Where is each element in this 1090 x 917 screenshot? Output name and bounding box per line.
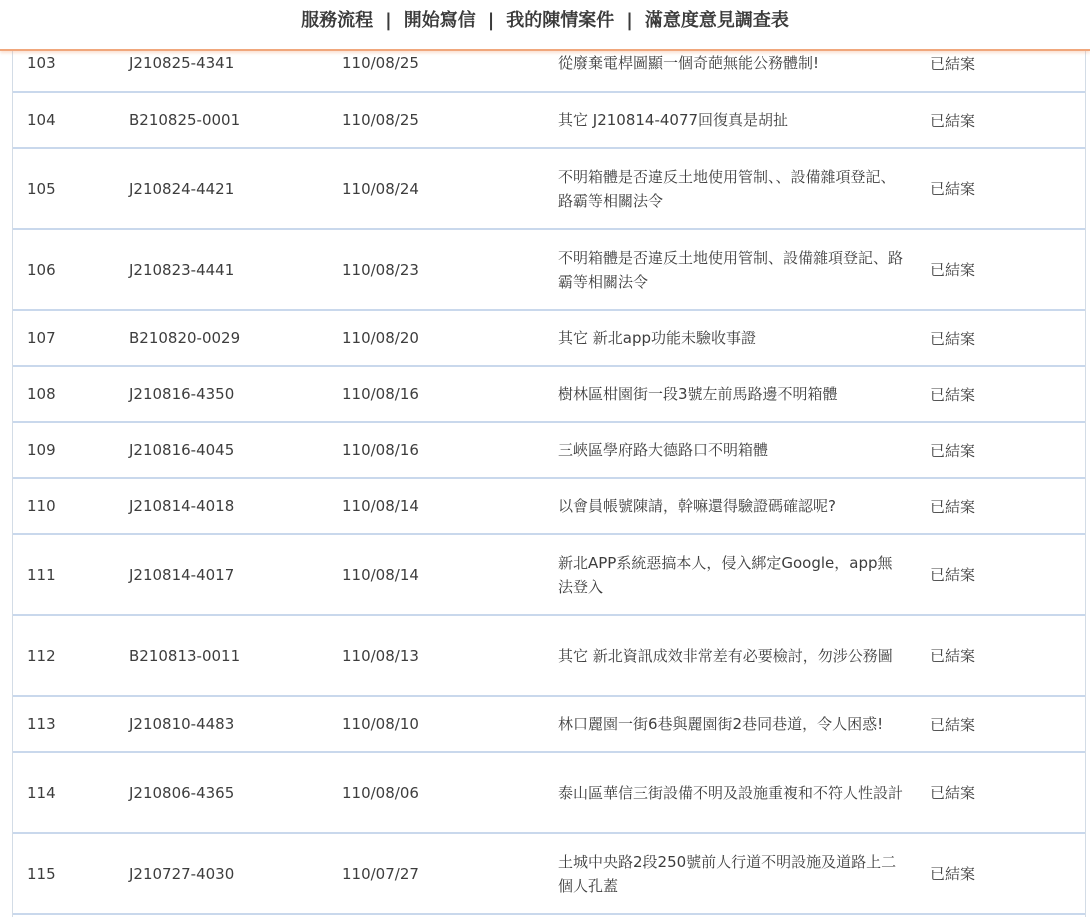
case-date: 110/08/25 bbox=[334, 92, 548, 148]
case-id: B210813-0011 bbox=[121, 615, 334, 696]
case-date: 110/08/10 bbox=[334, 696, 548, 752]
case-title-link[interactable]: 土城中央路2段250號前人行道不明設施及道路上二個人孔蓋 bbox=[548, 833, 924, 914]
case-status: 已結案 bbox=[924, 366, 1085, 422]
case-date: 110/08/23 bbox=[334, 229, 548, 310]
case-status: 已結案 bbox=[924, 148, 1085, 229]
case-date: 110/08/24 bbox=[334, 148, 548, 229]
case-title-link[interactable]: 其它 新北資訊成效非常差有必要檢討，勿涉公務圖 bbox=[548, 615, 924, 696]
case-title-link[interactable]: 泰山區華信三街設備不明及設施重複和不符人性設計 bbox=[548, 752, 924, 833]
case-title-link[interactable]: 其它 J210814-4077回復真是胡扯 bbox=[548, 92, 924, 148]
table-row[interactable] bbox=[13, 310, 1085, 366]
case-number: 105 bbox=[13, 148, 121, 229]
case-status: 已結案 bbox=[924, 310, 1085, 366]
case-id: B210825-0001 bbox=[121, 92, 334, 148]
case-table bbox=[13, 35, 1085, 915]
case-title-link[interactable]: 林口麗園一街6巷與麗園街2巷同巷道，令人困惑! bbox=[548, 696, 924, 752]
case-status: 已結案 bbox=[924, 92, 1085, 148]
case-title-link[interactable]: 三峽區學府路大德路口不明箱體 bbox=[548, 422, 924, 478]
case-status: 已結案 bbox=[924, 229, 1085, 310]
case-number: 114 bbox=[13, 752, 121, 833]
case-title-link[interactable]: 新北APP系統惡搞本人，侵入綁定Google，app無法登入 bbox=[548, 534, 924, 615]
case-status: 已結案 bbox=[924, 422, 1085, 478]
table-row[interactable] bbox=[13, 422, 1085, 478]
case-status: 已結案 bbox=[924, 35, 1085, 92]
case-id: J210814-4018 bbox=[121, 478, 334, 534]
case-title-link[interactable]: 不明箱體是否違反土地使用管制、、設備雜項登記、路霸等相關法令 bbox=[548, 148, 924, 229]
case-date: 110/08/13 bbox=[334, 615, 548, 696]
case-date: 110/08/16 bbox=[334, 366, 548, 422]
case-status: 已結案 bbox=[924, 833, 1085, 914]
case-id: J210825-4341 bbox=[121, 35, 334, 92]
case-number: 109 bbox=[13, 422, 121, 478]
case-table-container bbox=[12, 35, 1086, 917]
case-number: 104 bbox=[13, 92, 121, 148]
case-title-link[interactable]: 不明箱體是否違反土地使用管制、設備雜項登記、路霸等相關法令 bbox=[548, 229, 924, 310]
case-number: 103 bbox=[13, 35, 121, 92]
case-id: J210727-4030 bbox=[121, 833, 334, 914]
case-title-link[interactable]: 以會員帳號陳請，幹嘛還得驗證碼確認呢? bbox=[548, 478, 924, 534]
case-number: 108 bbox=[13, 366, 121, 422]
nav-start-writing[interactable]: 開始寫信 bbox=[403, 10, 476, 31]
case-status: 已結案 bbox=[924, 752, 1085, 833]
case-date: 110/08/20 bbox=[334, 310, 548, 366]
case-number: 111 bbox=[13, 534, 121, 615]
case-date: 110/07/27 bbox=[334, 833, 548, 914]
case-id: B210820-0029 bbox=[121, 310, 334, 366]
case-number: 113 bbox=[13, 696, 121, 752]
table-row[interactable] bbox=[13, 615, 1085, 696]
case-date: 110/08/16 bbox=[334, 422, 548, 478]
table-row[interactable] bbox=[13, 833, 1085, 914]
nav-separator: | bbox=[487, 10, 495, 31]
case-id: J210823-4441 bbox=[121, 229, 334, 310]
case-number: 110 bbox=[13, 478, 121, 534]
nav-separator: | bbox=[626, 10, 633, 31]
case-status: 已結案 bbox=[924, 534, 1085, 615]
case-date: 110/08/14 bbox=[334, 478, 548, 534]
case-id: J210814-4017 bbox=[121, 534, 334, 615]
case-number: 106 bbox=[13, 229, 121, 310]
case-status: 已結案 bbox=[924, 478, 1085, 534]
case-title-link[interactable]: 其它 新北app功能未驗收事證 bbox=[548, 310, 924, 366]
table-row[interactable] bbox=[13, 696, 1085, 752]
case-id: J210816-4045 bbox=[121, 422, 334, 478]
case-title-link[interactable]: 樹林區柑園街一段3號左前馬路邊不明箱體 bbox=[548, 366, 924, 422]
nav-service-process[interactable]: 服務流程 bbox=[301, 10, 374, 31]
table-row[interactable] bbox=[13, 148, 1085, 229]
case-date: 110/08/14 bbox=[334, 534, 548, 615]
table-row[interactable] bbox=[13, 366, 1085, 422]
case-number: 112 bbox=[13, 615, 121, 696]
case-status: 已結案 bbox=[924, 615, 1085, 696]
table-row[interactable] bbox=[13, 229, 1085, 310]
table-row[interactable] bbox=[13, 92, 1085, 148]
case-id: J210810-4483 bbox=[121, 696, 334, 752]
case-number: 115 bbox=[13, 833, 121, 914]
nav-separator: | bbox=[385, 10, 392, 31]
case-date: 110/08/25 bbox=[334, 35, 548, 92]
nav-my-petition-cases[interactable]: 我的陳情案件 bbox=[506, 10, 615, 31]
case-title-link[interactable]: 從廢棄電桿圖顯一個奇葩無能公務體制! bbox=[548, 35, 924, 92]
table-row[interactable] bbox=[13, 534, 1085, 615]
nav-satisfaction-survey[interactable]: 滿意度意見調查表 bbox=[644, 10, 789, 31]
case-id: J210824-4421 bbox=[121, 148, 334, 229]
case-number: 107 bbox=[13, 310, 121, 366]
case-date: 110/08/06 bbox=[334, 752, 548, 833]
case-status: 已結案 bbox=[924, 696, 1085, 752]
table-row[interactable] bbox=[13, 478, 1085, 534]
case-id: J210806-4365 bbox=[121, 752, 334, 833]
table-row[interactable] bbox=[13, 752, 1085, 833]
top-navigation bbox=[0, 0, 1090, 51]
case-id: J210816-4350 bbox=[121, 366, 334, 422]
